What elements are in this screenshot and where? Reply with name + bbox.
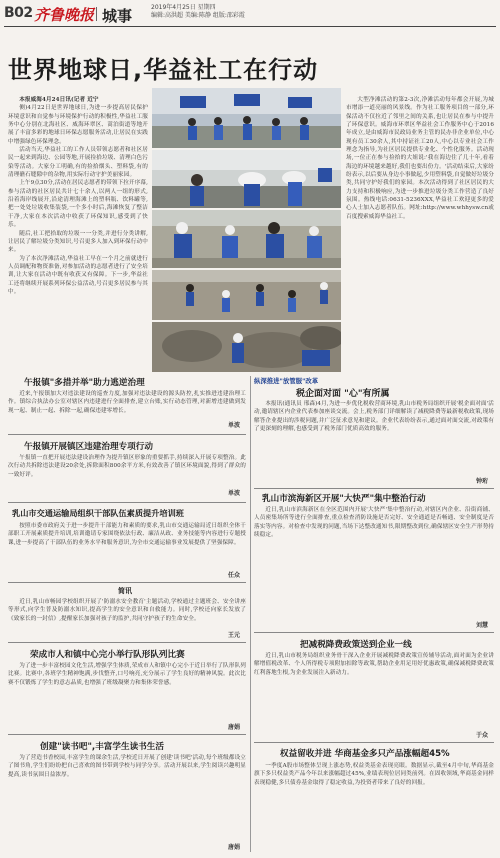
article-body-fund: 一季度A股市场整体呈现上涨态势,权益类基金表现亮眼。数据显示,截至4月中旬,华商基金旗下多只权益类产品今年以来涨幅超过45%,业绩表现位居同类前列。在固收领域,华商基金同样表现稳健,多只债券基金取得了稳定收益,为投资者带来了良好的回报。 [254, 763, 494, 786]
divider [8, 502, 246, 503]
byline-binhai: 刘慧 [476, 622, 489, 629]
lead-article-left: 本报威海4月24日讯(记者 近宁 侧)4月22日是世界地球日,为进一步提高居民保护环境意识和自觉参与环境保护行动的积极性,华益社工服务中心分别在北海社区、威海环翠区、蒿泊街道等地开展了丰富多彩的地球日环保志愿服务活动,让居民在实践中增强绿色环保理念。 活动当天,华益社工的工作人员带领志愿者和社区居民一起来到海边、公园等地,开展捡拾垃圾、清理白色污染等活动。大家分工明确,有的捡拾烟头、塑料袋,有的清理礁石缝隙中的杂物,用实际行动守护美丽家园。 上午9点30分,活动在居民志愿者的带领下拉开序幕,参与活动的社区居民共计七十余人,以两人一组的形式,沿着海岸线展开,沿途清理海滩上的塑料瓶、饮料罐等,把一处处垃圾收集装袋,一个多小时后,海滩恢复了整洁干净,大家在本次活动中收获了环保知识,感受到了快乐。 随后,社工把拾取的垃圾一一分类,并进行分类讲解,让居民了解垃圾分类知识,号召更多人加入到环保行动中来。 为了本次净滩活动,华益社工早在一个月之前就进行人员调配和物资准备,对参加活动的志愿者进行了安全培训,让大家在活动中既有收获又有保障。下一步,华益社工还将继续开展系列环保公益活动,号召更多居民参与其中。 [8, 97, 148, 295]
article-kicker-tax: 纵深推进"放管服"改革 [254, 377, 319, 385]
masthead-divider [96, 7, 97, 21]
photo-volunteers-flags [152, 88, 341, 148]
page-number: B02 [4, 5, 33, 21]
photo-volunteers-working [152, 210, 341, 268]
article-body-tax: 本报讯(通讯员 邢森)4月,为进一步优化税收营商环境,乳山市税务局组织开展'税企面对面'活动,邀请辖区内企业代表参加座谈交流。会上,税务部门详细解读了减税降费等最新税收政策,现场解答企业提出的涉税问题,并广泛征求意见和建议。企业代表纷纷表示,通过面对面交流,对政策有了更深刻的理解,也感受到了税务部门优质高效的服务。 [254, 401, 494, 433]
photo-beach-cleanup [152, 270, 341, 320]
byline-reading: 唐娟 [228, 844, 241, 851]
article-body-binhai: 近日,乳山市滨海新区在全区范围内开展'大快严'集中整治行动,对辖区内企业、沿街商铺、人员密集场所等进行全面排查,重点检查消防设施是否完好、安全通道是否畅通、安全制度是否落实等内容。对检查中发现的问题,当场下达整改通知书,限期整改到位,确保辖区安全生产形势持续稳定。 [254, 507, 494, 539]
masthead [4, 4, 496, 24]
lead-photos [152, 88, 341, 372]
article-body-wubao-1: 近来,午报镇加大对违法建设的巡查力度,加强对违法建设的源头防控,扎实推进违建治理工作。镇综合执法办公室对辖区内违建进行全面排查,建立台账,实行动态管理,对新增违建做到发现一起、制止一起、拆除一起,确保违建零增长。 [8, 391, 246, 414]
byline-tax: 钟珩 [476, 478, 489, 485]
brief-news-body: 近日,乳山市畅园学校组织开展了'防溺水安全教育'主题活动,学校通过主题班会、安全讲座等形式,向学生普及防溺水知识,提高学生的安全意识和自救能力。同时,学校还向家长发放了《致家长的一封信》,提醒家长加强对孩子的监护,共同守护孩子的生命安全。 [8, 599, 246, 622]
divider [8, 434, 246, 435]
article-body-wubao-2: 午报镇一直把开展违法建设治理作为提升镇区形象的重要抓手,持续深入开展专项整治。此次行动共拆除违法建设20余处,拆除面积800余平方米,有效改善了镇区环境面貌,得到了群众的一致好评。 [8, 455, 246, 478]
article-title-wubao-1: 午报镇"多措并举"助力逃逆治理 [24, 378, 145, 388]
byline-wubao-2: 单波 [228, 490, 241, 497]
article-title-drill: 荣成市人和镇中心完小举行队形队列比赛 [30, 650, 185, 660]
article-body-transport: 按照市委市政府关于进一步提升干部能力和素质的要求,乳山市交通运输局近日组织全体干部职工开展素质提升培训,培训邀请专家围绕依法行政、廉洁从政、业务技能等内容进行专题授课,进一步提高了干部队伍的业务水平和服务意识,为全市交通运输事业发展提供了坚强保障。 [8, 523, 246, 546]
byline-taxcut: 于众 [476, 732, 489, 739]
divider [8, 642, 246, 643]
photo-children-hats [152, 150, 341, 208]
article-body-taxcut: 近日,乳山市税务局组织业务骨干深入企业开展减税降费政策宣传辅导活动,面对面为企业讲解增值税改革、个人所得税专项附加扣除等政策,帮助企业用足用好优惠政策,确保减税降费政策红利落地生根,为企业发展注入新动力。 [254, 653, 494, 676]
photo-collage [152, 88, 341, 372]
article-title-reading: 创建"读书吧",丰富学生读书生活 [40, 742, 164, 752]
issue-info: 2019年4月25日 星期四 编辑:高洪超 美编:陈静 组版:邵彩霞 [151, 4, 245, 19]
article-title-tax: 税企面对面 "心"有所属 [296, 389, 390, 399]
photo-rocks-cleanup [152, 322, 341, 372]
masthead-rule [4, 26, 496, 27]
headline: 世界地球日,华益社工在行动 [8, 56, 319, 84]
article-title-taxcut: 把减税降费政策送到企业一线 [300, 640, 412, 650]
article-body-reading: 为了营造书香校园,丰富学生的课余生活,学校近日开展了创建'读书吧'活动,每个班级都设立了图书角,学生们纷纷把自己喜欢的图书带到学校与同学分享。活动开展以来,学生阅读兴趣明显提高,读书氛围日益浓厚。 [8, 755, 246, 778]
paper-name: 齐鲁晚报 [34, 6, 95, 24]
divider [8, 734, 246, 735]
section-name: 城事 [102, 7, 133, 25]
brief-news-title: 简讯 [118, 587, 132, 595]
article-title-fund: 权益留收并进 华商基金多只产品涨幅超45% [280, 749, 450, 759]
divider [254, 742, 494, 743]
lead-article-right: 大型净滩活动的第2-3次,净滩活动每年都会开展,为城市增添一道亮丽的风景线。作为社工服务项目的一部分,环保活动不仅拉近了邻里之间的关系,也让居民在参与中提升了环保意识。威海市环翠区华益社会工作服务中心于2016年成立,是由威海市民政局业务主管的民办非企业单位,中心现有员工30余人,其中持证社工20人,中心以专业社会工作理念为指导,为社区居民提供专业化、个性化服务。活动现场,一位正在参与捡拾的大姐说:'我在海边住了几十年,看着海边的环境越来越好,我们也要出份力。'活动结束后,大家纷纷表示,以后要从身边小事做起,少用塑料袋,自觉做好垃圾分类,共同守护好我们的家园。本次活动得到了社区居民的大力支持和积极响应,为进一步推进垃圾分类工作营造了良好氛围。热线电话:0631-5236XXX,华益社工欢迎更多的爱心人士加入志愿者队伍。网址:http://www.whhysw.cn或百度搜索威海华益社工。 [346, 97, 494, 220]
article-title-transport: 乳山市交通运输局组织干部队伍素质提升培训班 [12, 508, 184, 518]
article-body-drill: 为了进一步丰富校园文化生活,增强学生体质,荣成市人和镇中心完小于近日举行了队形队列比赛。比赛中,各班学生精神饱满,步伐整齐,口号响亮,充分展示了学生良好的精神风貌。此次比赛不仅锻炼了学生的意志品质,也增强了班级凝聚力和集体荣誉感。 [8, 663, 246, 686]
divider [254, 488, 494, 489]
article-title-binhai: 乳山市滨海新区开展"大快严"集中整治行动 [262, 494, 426, 504]
column-divider [250, 376, 251, 852]
divider [254, 632, 494, 633]
byline-transport: 任众 [228, 572, 241, 579]
divider [8, 582, 246, 583]
byline-drill: 唐娟 [228, 724, 241, 731]
byline-wubao-1: 单波 [228, 422, 241, 429]
article-title-wubao-2: 午报镇开展镇区违建治理专项行动 [24, 442, 153, 452]
byline-brief: 王元 [228, 632, 241, 639]
